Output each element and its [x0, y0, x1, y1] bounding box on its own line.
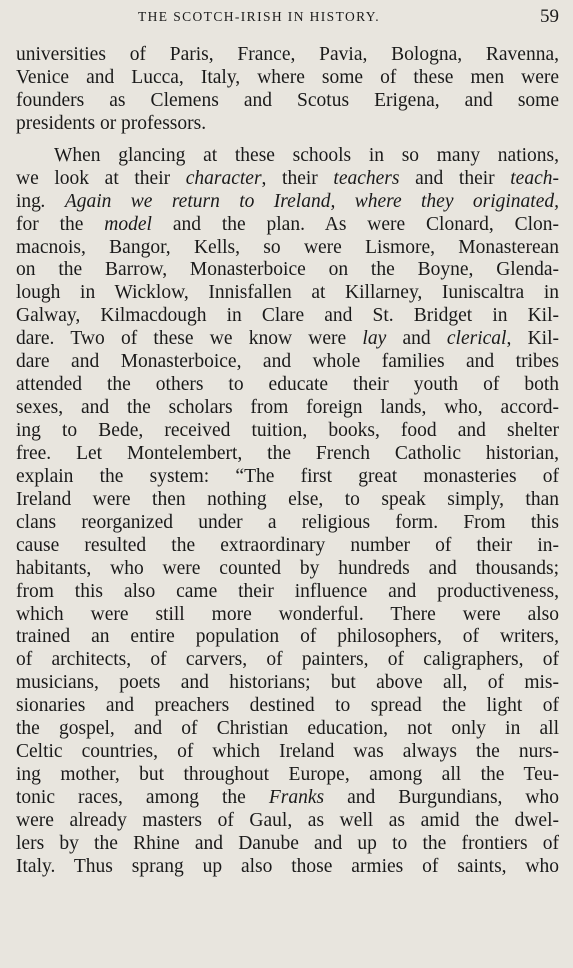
text-line	[16, 718, 559, 741]
text-run: musicians, poets and historians; but above all, of mis-	[16, 672, 559, 694]
text-line	[16, 44, 559, 67]
text-line	[16, 512, 559, 535]
text-line	[16, 489, 559, 512]
text-run: ing to Bede, received tuition, books, food and shelter	[16, 420, 559, 441]
text-run: and Burgundians, who	[324, 787, 560, 808]
text-line	[16, 374, 559, 397]
text-line	[16, 604, 559, 627]
italic-text: . Again we return to Ireland, where they originated,	[40, 190, 559, 212]
text-run: founders as Clemens and Scotus Erigena, and some	[16, 89, 559, 111]
text-line	[16, 328, 559, 351]
text-run: dare and Monasterboice, and whole families and tribes	[16, 351, 559, 373]
text-line	[16, 535, 559, 558]
text-run: Italy. Thus sprang up also those armies of saints, who	[16, 855, 559, 877]
text-line	[16, 443, 559, 466]
text-run: universities of Paris, France, Pavia, Bologna, Ravenna,	[16, 44, 559, 65]
text-run: Galway, Kilmacdough in Clare and St. Bridget in Kil-	[16, 305, 559, 327]
text-run: attended the others to educate their youth of both	[16, 374, 559, 396]
text-run: Venice and Lucca, Italy, where some of these men were	[16, 66, 559, 88]
text-line	[16, 649, 559, 672]
text-line	[16, 741, 559, 764]
italic-text: lay	[362, 328, 387, 350]
text-run: of architects, of carvers, of painters, of caligraphers, of	[16, 649, 559, 671]
running-head	[0, 6, 573, 28]
text-line	[16, 810, 559, 833]
text-run: free. Let Montelembert, the French Catholic historian,	[16, 442, 559, 464]
text-run: , Kil-	[506, 328, 559, 350]
text-line	[16, 282, 559, 305]
italic-text: clerical	[446, 328, 507, 350]
text-run: and their	[399, 167, 511, 189]
page-number: 59	[540, 6, 559, 27]
text-line	[16, 466, 559, 489]
body-text	[16, 44, 559, 879]
text-line	[16, 305, 559, 328]
text-run: cause resulted the extraordinary number of their in-	[16, 534, 559, 556]
italic-text: model	[104, 213, 152, 235]
text-line	[16, 168, 559, 191]
text-run: and	[386, 328, 447, 350]
italic-text: teach-	[510, 167, 559, 189]
running-title: THE SCOTCH-IRISH IN HISTORY.	[138, 9, 380, 24]
text-run: sexes, and the scholars from foreign lands, who, accord-	[16, 397, 559, 419]
text-run: clans reorganized under a religious form. From this	[16, 511, 559, 533]
text-run: the gospel, and of Christian education, not only in all	[16, 718, 559, 740]
text-line	[16, 626, 559, 649]
text-line	[16, 695, 559, 718]
text-line	[16, 90, 559, 113]
paragraph-gap	[16, 136, 559, 145]
text-run: , their	[261, 167, 334, 189]
text-line	[16, 113, 559, 136]
text-run: Ireland were then nothing else, to speak simply, than	[16, 488, 559, 510]
text-line	[16, 787, 559, 810]
text-run: lough in Wicklow, Innisfallen at Killarney, Iuniscaltra in	[16, 282, 559, 304]
text-line	[16, 672, 559, 695]
text-run: which were still more wonderful. There were also	[16, 603, 559, 625]
italic-text: teachers	[333, 167, 400, 189]
italic-text: Franks	[268, 787, 325, 808]
paragraph	[16, 145, 559, 879]
text-run: were already masters of Gaul, as well as amid the dwel-	[16, 809, 559, 831]
text-run: on the Barrow, Monasterboice on the Boyne, Glenda-	[16, 259, 559, 281]
text-run: habitants, who were counted by hundreds and thousands;	[16, 557, 559, 579]
text-run: for the	[16, 213, 105, 235]
text-run: dare. Two of these we know were	[16, 328, 363, 350]
text-line	[16, 351, 559, 374]
text-run: and the plan. As were Clonard, Clon-	[151, 213, 560, 235]
text-line	[16, 397, 559, 420]
text-line	[16, 237, 559, 260]
text-line	[16, 764, 559, 787]
text-run: Celtic countries, of which Ireland was always the nurs-	[16, 741, 559, 763]
text-line	[16, 558, 559, 581]
text-run: sionaries and preachers destined to spread the light of	[16, 695, 559, 717]
text-run: we look at their	[16, 167, 186, 189]
text-run: ing	[16, 190, 41, 212]
text-run: lers by the Rhine and Danube and up to the frontiers of	[16, 832, 559, 854]
text-line	[16, 581, 559, 604]
text-run: ing mother, but throughout Europe, among all the Teu-	[16, 764, 559, 786]
text-line	[16, 191, 559, 214]
text-line	[16, 259, 559, 282]
italic-text: character	[185, 167, 262, 189]
paragraph	[16, 44, 559, 136]
text-run: macnois, Bangor, Kells, so were Lismore, Monasterean	[16, 236, 559, 258]
text-line	[16, 214, 559, 237]
text-run: presidents or professors.	[16, 112, 207, 134]
text-line	[16, 145, 559, 168]
text-line	[16, 856, 559, 879]
text-run: from this also came their influence and productiveness,	[16, 580, 559, 602]
text-run: tonic races, among the	[16, 787, 269, 808]
text-run: When glancing at these schools in so many nations,	[54, 144, 559, 166]
text-run: trained an entire population of philosophers, of writers,	[16, 626, 559, 648]
text-run: explain the system: “The first great monasteries of	[16, 465, 559, 487]
text-line	[16, 67, 559, 90]
text-line	[16, 833, 559, 856]
text-line	[16, 420, 559, 443]
